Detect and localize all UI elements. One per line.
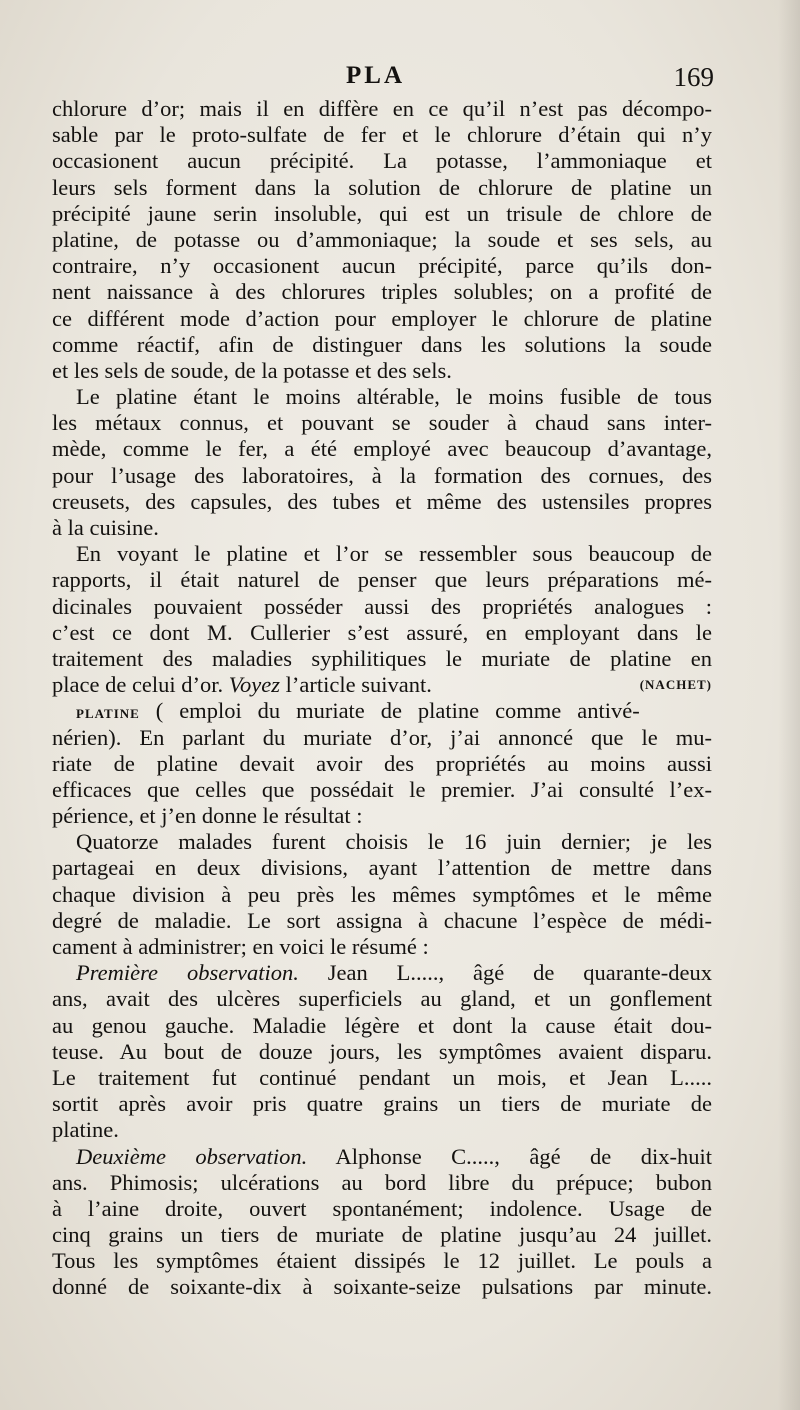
- text-line: teuse. Au bout de douze jours, les symptômes avaient disparu.: [52, 1038, 712, 1064]
- text-line: platine.: [52, 1117, 119, 1143]
- running-head: [0, 62, 800, 96]
- text-line: ans. Phimosis; ulcérations au bord libre du prépuce; bubon: [52, 1169, 712, 1195]
- page-edge-shadow: [778, 0, 800, 1410]
- text-line: comme réactif, afin de distinguer dans les solutions la soude: [52, 331, 712, 357]
- text-line: chlorure d’or; mais il en diffère en ce qu’il n’est pas décompo-: [52, 96, 712, 121]
- text-line: ans, avait des ulcères superficiels au gland, et un gonflement: [52, 986, 712, 1012]
- text-line: rapports, il était naturel de penser que leurs préparations mé-: [52, 567, 712, 593]
- text-line: chaque division à peu près les mêmes symptômes et le même: [52, 881, 712, 907]
- text-line: creusets, des capsules, des tubes et même des ustensiles propres: [52, 488, 712, 514]
- text-line: degré de maladie. Le sort assigna à chacune l’espèce de médi-: [52, 907, 712, 933]
- text-line: périence, et j’en donne le résultat :: [52, 803, 363, 829]
- text-line: à la cuisine.: [52, 515, 159, 540]
- text-line: ce différent mode d’action pour employer le chlorure de platine: [52, 305, 712, 331]
- author-signature: (NACHET): [639, 677, 712, 693]
- page-number: 169: [673, 62, 714, 92]
- text-line: c’est ce dont M. Cullerier s’est assuré, en employant dans le: [52, 619, 712, 645]
- observation-title: Première observation.: [76, 960, 299, 986]
- italic-reference: Voyez: [228, 672, 281, 698]
- text-line: nérien). En parlant du muriate d’or, j’ai annoncé que le mu-: [52, 724, 712, 750]
- text-line: précipité jaune serin insoluble, qui est un trisule de chlore de: [52, 200, 712, 226]
- text-line-with-signature: [52, 672, 712, 698]
- text-line: cament à administrer; en voici le résumé :: [52, 934, 429, 959]
- paragraph-start-line: En voyant le platine et l’or se ressembler sous beaucoup de: [76, 541, 712, 567]
- text-line: à l’aine droite, ouvert spontanément; indolence. Usage de: [52, 1195, 712, 1221]
- observation-title: Deuxième observation.: [76, 1143, 308, 1169]
- text-line: mède, comme le fer, a été employé avec beaucoup d’avantage,: [52, 436, 712, 462]
- text-line: traitement des maladies syphilitiques le muriate de platine en: [52, 645, 712, 671]
- text-line: dicinales pouvaient posséder aussi des propriétés analogues :: [52, 593, 712, 619]
- text-line: Le traitement fut continué pendant un mois, et Jean L.....: [52, 1064, 712, 1090]
- paragraph-start-line: Quatorze malades furent choisis le 16 juin dernier; je les: [76, 829, 712, 855]
- entry-headword: PLATINE: [76, 706, 140, 722]
- text-line: leurs sels forment dans la solution de chlorure de platine un: [52, 174, 712, 200]
- observation-heading-line: [52, 1144, 712, 1170]
- running-head-word: PLA: [346, 62, 405, 89]
- text-run: place de celui d’or.: [52, 672, 229, 698]
- text-line: occasionent aucun précipité. La potasse, l’ammoniaque et: [52, 148, 712, 174]
- observation-heading-line: [52, 960, 712, 986]
- entry-heading-line: [52, 698, 712, 724]
- text-line: les métaux connus, et pouvant se souder à chaud sans inter-: [52, 410, 712, 436]
- text-line: pour l’usage des laboratoires, à la formation des cornues, des: [52, 462, 712, 488]
- text-line: partageai en deux divisions, ayant l’attention de mettre dans: [52, 855, 712, 881]
- text-line: sable par le proto-sulfate de fer et le chlorure d’étain qui n’y: [52, 122, 712, 148]
- text-run: Jean L....., âgé de quarante-deux: [298, 960, 712, 986]
- text-line: sortit après avoir pris quatre grains un tiers de muriate de: [52, 1091, 712, 1117]
- text-line: cinq grains un tiers de muriate de platine jusqu’au 24 juillet.: [52, 1222, 712, 1248]
- text-line: riate de platine devait avoir des propriétés au moins aussi: [52, 750, 712, 776]
- text-line: et les sels de soude, de la potasse et des sels.: [52, 357, 452, 383]
- text-line: nent naissance à des chlorures triples solubles; on a profité de: [52, 279, 712, 305]
- text-line: platine, de potasse ou d’ammoniaque; la soude et ses sels, au: [52, 226, 712, 252]
- text-line: efficaces que celles que possédait le premier. J’ai consulté l’ex-: [52, 776, 712, 802]
- text-line: donné de soixante-dix à soixante-seize pulsations par minute.: [52, 1274, 712, 1300]
- body-text: [52, 96, 712, 1301]
- text-line: Tous les symptômes étaient dissipés le 12 juillet. Le pouls a: [52, 1248, 712, 1274]
- text-run: l’article suivant.: [280, 672, 432, 698]
- text-run: Alphonse C....., âgé de dix-huit: [307, 1143, 712, 1169]
- text-run: ( emploi du muriate de platine comme antivé-: [139, 698, 640, 724]
- text-line: au genou gauche. Maladie légère et dont la cause était dou-: [52, 1012, 712, 1038]
- paragraph-start-line: Le platine étant le moins altérable, le moins fusible de tous: [76, 384, 712, 410]
- text-line: contraire, n’y occasionent aucun précipité, parce qu’ils don-: [52, 253, 712, 279]
